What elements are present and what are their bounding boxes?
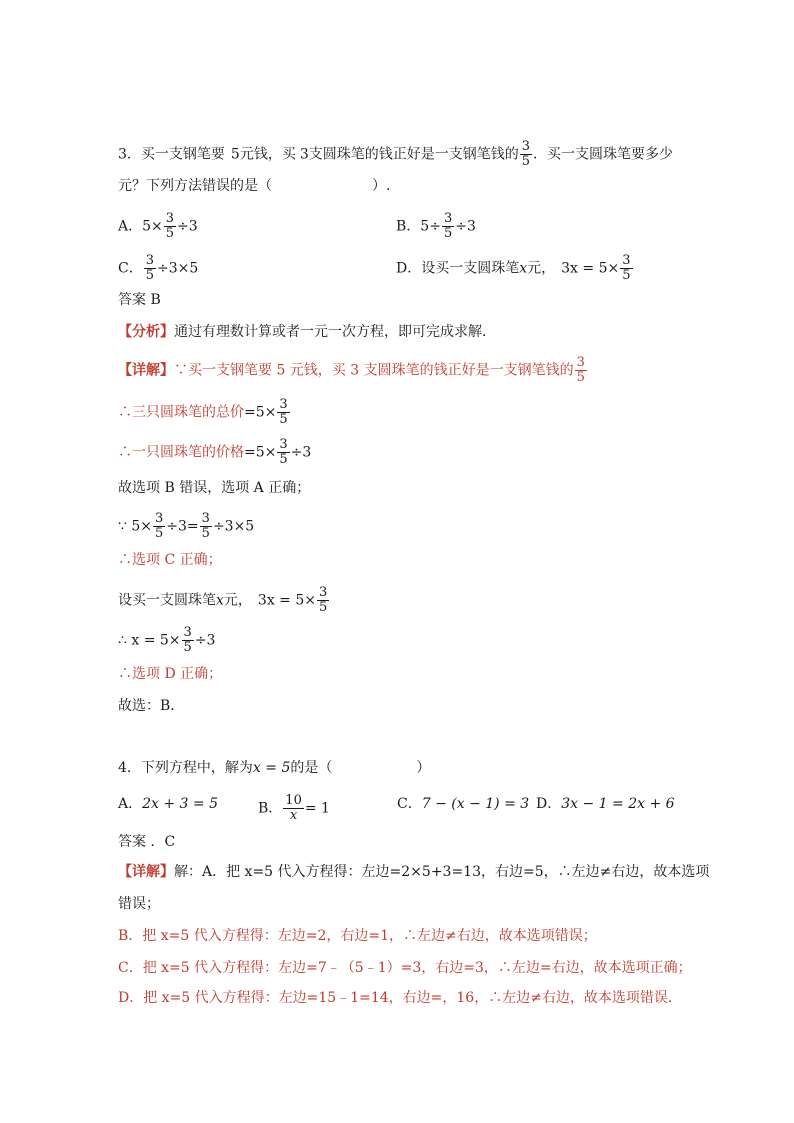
q3-stem-fraction: $\frac{3}{5}$ — [521, 139, 531, 169]
q3-detail-line1: 【详解】∵买一支钢笔要 5 元钱，买 3 支圆珠笔的钱正好是一支钢笔钱的 $\frac{3}{5}$ — [118, 355, 585, 385]
q4-stem: 4．下列方程中，解为x = 5的是（ ） — [118, 760, 431, 776]
q3-option-b: B．5÷ $\frac{3}{5}$ ÷3 — [396, 211, 476, 241]
q4-option-b-fraction: $\frac{10}{x}$ — [285, 793, 302, 823]
q3-detail-line4: 故选项 B 错误，选项 A 正确； — [118, 480, 311, 496]
q3-detail-line2: ∴三只圆珠笔的总价=5× $\frac{3}{5}$ — [118, 397, 288, 427]
q4-detail-tag: 【详解】 — [118, 864, 174, 880]
q4-detail-line5: D．把 x=5 代入方程得：左边=15﹣1=14，右边=，16，∴左边≠右边，故本选项错误． — [118, 990, 682, 1006]
q3-d3-fraction: $\frac{3}{5}$ — [279, 437, 288, 467]
q4-option-a: A．2x + 3 = 5 — [118, 796, 219, 812]
q3-d2-fraction: $\frac{3}{5}$ — [279, 397, 288, 427]
q3-option-c: C． $\frac{3}{5}$ ÷3×5 — [118, 253, 199, 283]
q3-option-d: D．设买一支圆珠笔x元， 3x = 5× $\frac{3}{5}$ — [396, 253, 631, 283]
q3-detail-line9: ∴选项 D 正确； — [118, 666, 223, 682]
q4-answer: 答案 ．C — [118, 834, 176, 850]
q3-stem-line2: 元？下列方法错误的是（ ）. — [118, 178, 391, 194]
q3-d5-fraction-1: $\frac{3}{5}$ — [155, 511, 164, 541]
q3-detail-line7: 设买一支圆珠笔x元， 3x = 5× $\frac{3}{5}$ — [118, 585, 328, 615]
q3-detail-line6: ∴选项 C 正确； — [118, 552, 222, 568]
q3-option-d-fraction: $\frac{3}{5}$ — [622, 253, 631, 283]
q4-option-b: B． $\frac{10}{x}$ = 1 — [258, 793, 330, 823]
q3-detail-line8: ∴ x = 5× $\frac{3}{5}$ ÷3 — [118, 625, 216, 655]
q3-option-a-fraction: $\frac{3}{5}$ — [165, 211, 175, 241]
q3-d5-fraction-2: $\frac{3}{5}$ — [201, 511, 210, 541]
q3-stem-line1: 3．买一支钢笔要 5元钱，买 3支圆珠笔的钱正好是一支钢笔钱的 $\frac{3}{5}$ ．买一支圆珠笔要多少 — [118, 139, 674, 169]
q4-detail-line2: 错误； — [118, 896, 160, 912]
q4-option-d: D．3x − 1 = 2x + 6 — [536, 796, 675, 812]
q4-option-c: C．7 − (x − 1) = 3 — [397, 796, 530, 812]
q3-option-b-fraction: $\frac{3}{5}$ — [443, 211, 453, 241]
q3-answer: 答案 B — [118, 292, 161, 308]
detail-tag: 【详解】 — [118, 362, 174, 379]
q3-d8-fraction: $\frac{3}{5}$ — [183, 625, 192, 655]
q3-analysis: 【分析】通过有理数计算或者一元一次方程，即可完成求解． — [118, 324, 496, 340]
q4-detail-line1: 【详解】解：A．把 x=5 代入方程得：左边=2×5+3=13，右边=5，∴左边≠右边，故本选项 — [118, 864, 710, 880]
q3-d7-fraction: $\frac{3}{5}$ — [318, 585, 328, 615]
q3-option-c-fraction: $\frac{3}{5}$ — [145, 253, 154, 283]
q3-detail-fraction: $\frac{3}{5}$ — [576, 355, 585, 385]
q4-detail-line3: B．把 x=5 代入方程得：左边=2，右边=1，∴左边≠右边，故本选项错误； — [118, 928, 597, 944]
analysis-tag: 【分析】 — [118, 324, 174, 340]
q3-detail-line5: ∵ 5× $\frac{3}{5}$ ÷3= $\frac{3}{5}$ ÷3×5 — [118, 511, 255, 541]
q4-detail-line4: C．把 x=5 代入方程得：左边=7﹣（5﹣1）=3，右边=3，∴左边=右边，故本选项正确； — [118, 960, 692, 976]
q3-option-a: A．5× $\frac{3}{5}$ ÷3 — [118, 211, 198, 241]
q3-detail-line10: 故选：B． — [118, 698, 185, 714]
q3-detail-line3: ∴一只圆珠笔的价格=5× $\frac{3}{5}$ ÷3 — [118, 437, 312, 467]
